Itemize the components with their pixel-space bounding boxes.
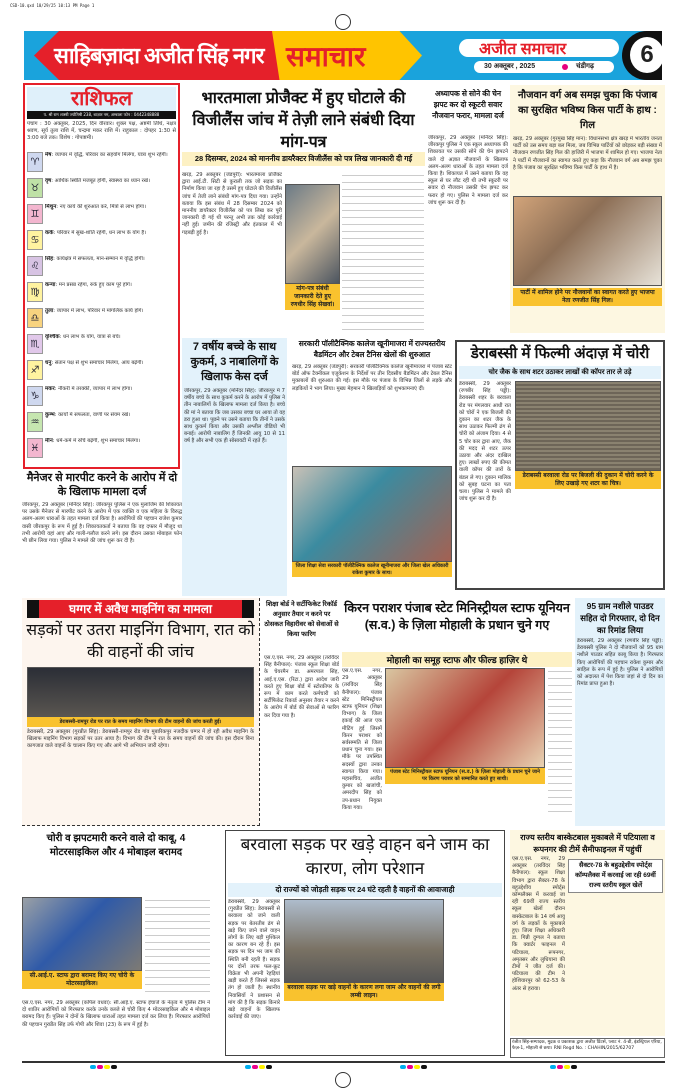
powder-headline: 95 ग्राम नशीले पाउडर सहित दो गिरफ्तार, दो दिन का रिमांड लिया: [580, 601, 660, 635]
color-registration-dot: [400, 1065, 406, 1069]
poly-body: खरड़, 29 अक्तूबर (जंडपुरी): सरकारी पॉलीटैक्निक कालेज खूनीमाजरा में पंजाब स्टेट बोर्ड ऑफ टैक्नीकल एजुकेशन के निर्देशों पर तीन दिवसीय बैडमिंटन और टेबल टैनिस मुकाबलों की शुरुआत की गई। इस मौके पर पंजाब के विभिन्न जिलों से लड़के और लड़कियों ने भाग लिया। मुख्य मेहमान ने खिलाड़ियों को शुभकामनाएं दीं।: [292, 364, 452, 392]
rashifal-sign-name: सिंह: [45, 256, 54, 262]
barwala-subhead: दो राज्यों को जोड़ती सड़क पर 24 घंटे रहती है वाहनों की आवाजाही: [228, 883, 502, 897]
masthead: [24, 31, 662, 80]
rashifal-sign-name: मकर: [45, 386, 55, 392]
color-registration-dot: [90, 1065, 96, 1069]
color-registration-dot: [111, 1065, 117, 1069]
rashifal-sign-text: व्यापार में लाभ, परिवार में मांगलिक कार्य होंगे।: [56, 308, 144, 314]
zodiac-icon: ♈: [27, 152, 43, 172]
rashifal-sign-text: व्यापार में वृद्धि, परिवार का सहयोग मिलेगा, यात्रा शुभ रहेगी।: [54, 152, 168, 158]
paper-name: अजीत समाचार: [479, 41, 567, 58]
color-registration-dot: [571, 1065, 577, 1069]
registration-mark: [335, 1072, 351, 1088]
color-registration-dot: [104, 1065, 110, 1069]
kukarm-story: [182, 338, 287, 596]
rashifal-sign-name: तुला: [45, 308, 54, 314]
barwala-headline: बरवाला सड़क पर खड़े वाहन बने जाम का कारण, लोग परेशान: [240, 835, 490, 878]
chain-body: जीरकपुर, 29 अक्तूबर (मनिंदर सिंह): जीरकपुर पुलिस ने एक स्कूल अध्यापक की शिकायत पर उसकी सोने की चेन झपटने वाले दो अज्ञात नौजवानों के खिलाफ अलग-अलग धाराओं के तहत मामला दर्ज किया है। शिकायत में उसने बताया कि वह स्कूल से घर लौट रही थी तभी स्कूटरी पर सवार दो नौजवान उसकी चेन झपट कर फरार हो गए। पुलिस ने मामला दर्ज कर जांच शुरू कर दी है।: [428, 135, 508, 206]
color-registration-dot: [421, 1065, 427, 1069]
rashifal-sign-name: कन्या: [45, 282, 56, 288]
poly-headline: सरकारी पॉलीटैक्निक कालेज खूनीमाजरा में राज्यस्तरीय बैडमिंटन और टेबल टैनिस खेलों की शुरुआत: [298, 339, 446, 359]
basketball-body: एस.ए.एस. नगर, 29 अक्तूबर (तरविंदर सिंह बैनीपाल): स्कूल शिक्षा विभाग द्वारा सैक्टर-78 के बहुउद्देशीय स्पोर्ट्स कॉम्पलैक्स में करवाई जा रही 69वीं राज्य स्तरीय स्कूल खेलों दौरान बास्केटबाल के 14 वर्ष आयु वर्ग के लड़कों के मुकाबले हुए। जिला शिक्षा अधिकारी डा. गिन्नी दुग्गल ने बताया कि क्वार्टर फाइनल में पटियाला, रूपनगर, अमृतसर और लुधियाना की टीमों ने जीत दर्ज की। पटियाला की टीम ने होशियारपुर को 62-53 के अंतर से हराया।: [512, 856, 565, 992]
derabassi-body: डेराबस्सी, 29 अक्तूबर (रणबीर सिंह पड्डी): डेराबस्सी शहर के बरवाला रोड पर मंगलवार आधी रात को चोरों ने एक बिजली की दुकान का शटर जैक के साथ उठाकर फिल्मी ढंग से चोरी को अंजाम दिया। 4 से 5 चोर कार द्वारा आए, जैक की मदद से शटर ऊपर उठाया और अंदर दाखिल हुए। लाखों रुपए की कीमत वाली कॉपर की तारों के बंडल ले गए। दुकान मालिक को सुबह घटना का पता चला। पुलिस ने मामले की जांच शुरू कर दी है।: [459, 381, 511, 503]
rashifal-sign-text: आर्थिक स्थिति मजबूत होगी, स्वास्थ्य का ध्यान रखें।: [54, 178, 150, 184]
derabassi-photo: [515, 381, 661, 471]
bottom-rule: [22, 1061, 665, 1063]
rashifal-title: राशिफल: [27, 87, 176, 111]
barwala-caption: बरवाला सड़क पर खड़े वाहनों के कारण लगा जाम और वाहनों की लगी लम्बी लाइन।: [284, 983, 444, 1001]
masthead-section: साहिबज़ादा अजीत सिंह नगर: [54, 43, 264, 68]
rashifal-sign-text: नौकरी में तरक्की, व्यापार में लाभ होगा।: [58, 386, 133, 392]
zodiac-icon: ♓: [27, 438, 43, 458]
rashifal-sign-row: ♋ कर्क: परिवार में सुख-शांति रहेगी, धन लाभ के योग हैं।: [27, 230, 176, 255]
zodiac-icon: ♑: [27, 386, 43, 406]
derabassi-story: [455, 340, 665, 590]
gill-photo: [513, 196, 662, 286]
kiran-caption: पंजाब स्टेट मिनिस्ट्रीयल स्टाफ यूनियन (स.व.) के ज़िला मोहाली के प्रधान चुने जाने पर किरण पराशर को सम्मानित करते हुए साथी।: [385, 768, 545, 784]
ghaggar-story: [22, 598, 260, 826]
chori-body: एस.ए.एस. नगर, 29 अक्तूबर (कपिल वधवा): सी.आई.ए. स्टाफ इंचार्ज के नेतृत्व में पुलिस टीम ने दो शातिर आरोपियों को गिरफ्तार करके उनके कब्जे से चोरी किए 4 मोटरसाइकिल और 4 मोबाइल बरामद किए हैं। पुलिस ने दोनों के खिलाफ धाराओं तहत मामला दर्ज कर लिया है। गिरफ्तार आरोपियों की पहचान गुरप्रीत सिंह उर्फ गोपी और शिवा (23) के रूप में हुई है।: [22, 1000, 210, 1028]
gill-caption: पार्टी में शामिल होने पर नौजवानों का स्वागत करते हुए भाजपा नेता रणजीत सिंह गिल।: [513, 288, 662, 306]
rashifal-sign-name: मेष: [45, 152, 52, 158]
rashifal-sign-row: ♒ कुम्भ: कार्यों में सफलता, वाणी पर संयम रखें।: [27, 412, 176, 437]
ghaggar-body: डेराबस्सी, 29 अक्तूबर (गुरप्रीत सिंह): डेराबस्सी-रामपुर रोड गांव मुबारिकपुर नजदीक घग्गर में हो रही अवैध माइनिंग के खिलाफ माइनिंग विभाग सड़कों पर उतर आया है। विभाग की टीम ने रात के समय वाहनों की जांच की। इस दौरान बिना कागजात वाले वाहनों के चालान किए गए और आगे भी अभियान जारी रहेगा।: [27, 729, 254, 750]
bharatmala-caption: मांग-पत्र संबंधी जानकारी देते हुए रणधीर सिंह सेखवां।: [285, 284, 340, 310]
rashifal-sign-text: नए कार्य की शुरुआत करें, मित्रों से लाभ होगा।: [59, 204, 146, 210]
rashifal-box: [23, 83, 180, 469]
zodiac-icon: ♒: [27, 412, 43, 432]
rashifal-sign-name: धनु: [45, 360, 52, 366]
bharatmala-subhead: 28 दिसम्बर, 2024 को माननीय डायरैक्टर विजीलैंस को पत्र लिख जानकारी दी गई: [182, 152, 425, 166]
zodiac-icon: ♏: [27, 334, 43, 354]
basketball-story: [510, 830, 665, 1036]
board-body: एस.ए.एस. नगर, 29 अक्तूबर (तरविंदर सिंह बैनीपाल): पंजाब स्कूल शिक्षा बोर्ड के चेयरमैन डा. अमरपाल सिंह, आई.ए.एस. (रिटा.) द्वारा आदेश जारी करते हुए शिक्षा बोर्ड में स्टोरकीपर के रूप में काम करते कर्मचारी को सर्टीफिकेट रिकार्ड अनुसार तैयार न करने के आरोप में बोर्ड की सेवाओं से फारिग कर दिया गया है।: [264, 655, 339, 719]
rashifal-byline: प. श्री राम शास्त्री ज्योतिषी 238, बाज़ार नम, अम्बाला फोन : 0442348888: [27, 111, 176, 119]
manager-headline: मैनेजर से मारपीट करने के आरोप में दो के खिलाफ मामला दर्ज: [26, 472, 178, 498]
ghaggar-caption: डेराबस्सी-रामपुर रोड पर रात के समय माइनिंग विभाग की टीम वाहनों की जांच करती हुई।: [27, 717, 254, 727]
kiran-body-cont: [548, 668, 572, 818]
chain-headline: अध्यापक से सोने की चेन झपट कर दो स्कूटरी सवार नौजवान फरार, मामला दर्ज: [432, 89, 504, 120]
powder-story: [575, 598, 665, 826]
color-registration-dot: [245, 1065, 251, 1069]
bharatmala-body-cont: [342, 172, 424, 332]
rashifal-signs: [27, 152, 176, 463]
rashifal-sign-row: ♊ मिथुन: नए कार्य की शुरुआत करें, मित्रों से लाभ होगा।: [27, 204, 176, 229]
zodiac-icon: ♋: [27, 230, 43, 250]
derabassi-caption: डेराबस्सी बरवाला रोड पर बिजली की दुकान में चोरी करने के लिए उखाड़े गए शटर का चित्र।: [515, 471, 661, 489]
rashifal-intro: पंचांग : 30 अक्तूबर, 2025, दिन वीरवार। शुक्ल पक्ष, अष्टमी तिथि, नक्षत्र श्रवण, सूर्य तुला राशि में, चन्द्रमा मकर राशि में। राहुकाल : दोपहर 1:30 से 3:00 बजे तक। विशेष : गोपाष्टमी।: [27, 121, 176, 142]
derabassi-subhead: चोर जैक के साथ शटर उठाकर लाखों की कॉपर तार ले उड़े: [459, 366, 661, 379]
rashifal-sign-name: कर्क: [45, 230, 54, 236]
barwala-body: डेराबस्सी, 29 अक्तूबर (गुरप्रीत सिंह): डेराबस्सी से बरवाला को जाने वाली सड़क पर बेतरतीब ढंग से खड़े किए जाने वाले वाहन लोगों के लिए बड़ी मुश्किल का कारण बन रहे हैं। इस सड़क पर दिन भर जाम की स्थिति बनी रहती है। सड़क पर दोनों तरफ फल-फ्रूट विक्रेता भी अपनी रेहड़ियां खड़ी करते हैं जिससे सड़क तंग हो जाती है। स्थानीय निवासियों ने प्रशासन से मांग की है कि सड़क किनारे खड़े वाहनों के खिलाफ कार्रवाई की जाए।: [228, 899, 280, 1021]
chori-caption: सी.आई.ए. स्टाफ द्वारा बरामद किए गए चोरी के मोटरसाइकिल।: [22, 971, 142, 989]
board-headline: शिक्षा बोर्ड ने सर्टीफिकेट रिकॉर्ड अनुसार तैयार न करने पर ठोसकत विहारीवर को सेवाओं से किया फारिग: [264, 601, 339, 638]
rashifal-sign-row: ♓ मीन: धर्म-कर्म में रुचि बढ़ेगी, शुभ समाचार मिलेगा।: [27, 438, 176, 463]
basketball-headline: राज्य स्तरीय बास्केटबाल मुकाबले में पटियाला व रूपनगर की टीमें सैमीफाइनल में पहुंचीं: [520, 833, 655, 854]
rashifal-sign-row: ♈ मेष: व्यापार में वृद्धि, परिवार का सहयोग मिलेगा, यात्रा शुभ रहेगी।: [27, 152, 176, 177]
kiran-body: एस.ए.एस. नगर, 29 अक्तूबर (तरविंदर सिंह बैनीपाल): पंजाब स्टेट मिनिस्ट्रीयल स्टाफ यूनियन (शिक्षा विभाग) के जिला इकाई की आज एक मीटिंग हुई जिसमें किरन पराशर को सर्वसम्मति से जिला प्रधान चुना गया। इस मौके पर उपस्थित सदस्यों द्वारा उनका स्वागत किया गया। महासचिव, अजीत कुमार को खजांची, अमरदीप सिंह को उप-प्रधान नियुक्त किया गया।: [342, 668, 382, 811]
rashifal-sign-text: संतान पक्ष से शुभ समाचार मिलेगा, आय बढ़ेगी।: [54, 360, 144, 366]
poly-caption: जिला शिक्षा सेवा सरकारी पॉलीटैक्निक कालेज खूनीमाजरा और जिला खेल अधिकारी राकेश कुमार के साथ।: [292, 562, 452, 577]
chori-headline: चोरी व झपटमारी करने वाले दो काबू, 4 मोटरसाइकिल और 4 मोबाइल बरामद: [46, 833, 186, 858]
gill-story: [510, 85, 665, 333]
kiran-subhead: मोहाली का समूह स्टाफ और फील्ड हाज़िर थे: [342, 652, 572, 667]
ghaggar-kicker: घग्गर में अवैध माइनिंग का मामला: [27, 600, 254, 618]
imprint: रंजीत सिंह-सम्पादक, मुद्रक व प्रकाशक द्वारा अजीत प्रिंटर्स, प्लाट नं. 4-डी, इंडस्ट्रियल एरिया, फेज़-1, मोहाली से छपा। RNI Regd No. : CHAHIN/2015/62707: [510, 1038, 665, 1058]
rashifal-sign-name: मीन: [45, 438, 53, 444]
zodiac-icon: ♐: [27, 360, 43, 380]
rashifal-sign-text: कार्यों में सफलता, वाणी पर संयम रखें।: [58, 412, 131, 418]
issue-date: 30 अक्तूबर , 2025: [484, 63, 536, 70]
rashifal-sign-row: ♑ मकर: नौकरी में तरक्की, व्यापार में लाभ होगा।: [27, 386, 176, 411]
kiran-photo: [385, 668, 545, 768]
gill-headline: नौजवान वर्ग अब समझ चुका कि पंजाब का सुरक्षित भविष्य किस पार्टी के हाथ : गिल: [517, 90, 658, 131]
chori-body-side: [145, 897, 210, 997]
rashifal-sign-text: धर्म-कर्म में रुचि बढ़ेगी, शुभ समाचार मिलेगा।: [56, 438, 141, 444]
color-registration-dot: [266, 1065, 272, 1069]
barwala-story: [225, 830, 505, 1056]
barwala-photo: [284, 899, 444, 983]
print-slug: CSD-10.qxd 10/29/25 10:13 PM Page 1: [10, 3, 95, 8]
basketball-inset: सैक्टर-78 के बहुउद्देशीय स्पोर्ट्स कॉम्पलैक्स में करवाई जा रही 69वीं राज्य स्तरीय स्कूल खेलें: [568, 859, 663, 893]
registration-mark: [335, 14, 351, 30]
bharatmala-headline: भारतमाला प्रोजैक्ट में हुए घोटाले की विजीलैंस जांच में तेज़ी लाने संबंधी दिया मांग-पत्र: [192, 90, 415, 151]
kiran-headline: किरन पराशर पंजाब स्टेट मिनिस्ट्रीयल स्टाफ यूनियन (स.व.) के ज़िला मोहाली के प्रधान चुने गए: [344, 601, 570, 632]
ghaggar-photo: [27, 667, 254, 717]
color-registration-dot: [259, 1065, 265, 1069]
rashifal-sign-name: कुम्भ: [45, 412, 55, 418]
ghaggar-headline: सड़कों पर उतरा माइनिंग विभाग, रात को की वाहनों की जांच: [26, 622, 255, 661]
gill-body: खरड़, 29 अक्तूबर (गुरमुख सिंह मान): विधानसभा क्षेत्र खरड़ में भारतीय जनता पार्टी को उस समय बड़ा बल मिला, जब विभिन्न पार्टियों को छोड़कर बड़ी संख्या में नौजवान रणजीत सिंह गिल की हाजिरी में भाजपा में शामिल हो गए। भाजपा नेता ने पार्टी में नौजवानों का स्वागत करते हुए कहा कि नौजवान वर्ग अब समझ चुका है कि पंजाब का सुरक्षित भविष्य किस पार्टी के हाथ में है।: [513, 136, 662, 171]
page-number: 6: [630, 37, 662, 73]
bharatmala-photo: [285, 184, 340, 284]
chori-photo: [22, 897, 142, 971]
masthead-title: समाचार: [286, 41, 366, 72]
rashifal-sign-name: वृष: [45, 178, 52, 184]
rashifal-sign-name: मिथुन: [45, 204, 57, 210]
rashifal-sign-row: ♉ वृष: आर्थिक स्थिति मजबूत होगी, स्वास्थ्य का ध्यान रखें।: [27, 178, 176, 203]
zodiac-icon: ♉: [27, 178, 43, 198]
rashifal-sign-text: परिवार में सुख-शांति रहेगी, धन लाभ के योग हैं।: [56, 230, 147, 236]
kukarm-body: जीरकपुर, 29 अक्तूबर (मनिंदर सिंह): जीरकपुर में 7 वर्षीय बच्चे के साथ कुकर्म करने के आरोप में पुलिस ने तीन नाबालिगों के खिलाफ मामला दर्ज किया है। बच्चे की मां ने बताया कि जब उसका बच्चा घर आया तो वह डरा हुआ था। पूछने पर उसने बताया कि तीनों ने उसके साथ कुकर्म किया और उसकी अश्लील वीडियो भी बनाई। आरोपी नाबालिग हैं जिनकी आयु 10 से 11 वर्ष है और सभी एक ही सोसायटी में रहते हैं।: [184, 388, 285, 445]
zodiac-icon: ♍: [27, 282, 43, 302]
rashifal-sign-row: ♎ तुला: व्यापार में लाभ, परिवार में मांगलिक कार्य होंगे।: [27, 308, 176, 333]
kukarm-headline: 7 वर्षीय बच्चे के साथ कुकर्म, 3 नाबालिगों के खिलाफ केस दर्ज: [190, 341, 279, 383]
color-registration-dot: [97, 1065, 103, 1069]
rashifal-sign-row: ♏ वृश्चिक: धन लाभ के योग, यात्रा से बचें।: [27, 334, 176, 359]
powder-body: डेराबस्सी, 29 अक्तूबर (रणबीर सिंह पड्डी): डेराबस्सी पुलिस ने दो नौजवानों को 95 ग्राम नशीले पाउडर सहित काबू किया है। गिरफ्तार किए आरोपियों की पहचान राकेश कुमार और साहिल के रूप में हुई है। पुलिस ने आरोपियों को अदालत में पेश किया जहां से दो दिन का रिमांड प्राप्त हुआ है।: [577, 638, 663, 688]
color-registration-dot: [252, 1065, 258, 1069]
color-registration-dot: [407, 1065, 413, 1069]
zodiac-icon: ♎: [27, 308, 43, 328]
rashifal-sign-row: ♌ सिंह: कार्यक्षेत्र में सफलता, मान-सम्मान में वृद्धि होगी।: [27, 256, 176, 281]
rashifal-sign-row: ♍ कन्या: मन प्रसन्न रहेगा, रुके हुए काम पूरे होंगे।: [27, 282, 176, 307]
color-registration-dot: [414, 1065, 420, 1069]
derabassi-headline: डेराबस्सी में फिल्मी अंदाज़ में चोरी: [470, 345, 650, 362]
zodiac-icon: ♊: [27, 204, 43, 224]
rashifal-sign-row: ♐ धनु: संतान पक्ष से शुभ समाचार मिलेगा, आय बढ़ेगी।: [27, 360, 176, 385]
issue-city: चंडीगढ़: [576, 63, 594, 70]
rashifal-sign-name: वृश्चिक: [45, 334, 60, 340]
color-registration-dot: [557, 1065, 563, 1069]
poly-photo: [292, 466, 452, 562]
bharatmala-body: खरड़, 29 अक्तूबर (जंडपुरी): भारतमाला प्रोजैक्ट द्वारा आई.टी. सिटी से कुराली तक जो सड़क का निर्माण किया जा रहा है उसमें हुए घोटाले की विजीलैंस जांच में तेजी लाने संबंधी मांग-पत्र दिया गया। उन्होंने बताया कि इस संबंध में 28 दिसम्बर 2024 को माननीय डायरैक्टर विजीलैंस को पत्र लिख कर पूरी जानकारी दी गई थी परन्तु अभी तक कोई कार्रवाई नहीं हुई। जमीन की रजिस्ट्री और इंतकाल में भी गड़बड़ी हुई है।: [182, 172, 282, 236]
rashifal-sign-text: कार्यक्षेत्र में सफलता, मान-सम्मान में वृद्धि होगी।: [56, 256, 145, 262]
rashifal-sign-text: मन प्रसन्न रहेगा, रुके हुए काम पूरे होंगे।: [58, 282, 132, 288]
zodiac-icon: ♌: [27, 256, 43, 276]
color-registration-dot: [550, 1065, 556, 1069]
color-registration-dot: [564, 1065, 570, 1069]
rashifal-sign-text: धन लाभ के योग, यात्रा से बचें।: [62, 334, 121, 340]
manager-body: जीरकपुर, 29 अक्तूबर (मनिंदर सिंह): जीरकपुर पुलिस ने एक मुलाजिम की शिकायत पर उसके मैनेजर से मारपीट करने के आरोप में एक व्यक्ति व एक महिला के विरुद्ध अलग-अलग धाराओं के तहत मामला दर्ज किया है। आरोपियों की पहचान राजेश कुमार वासी जीरकपुर के रूप में हुई है। शिकायतकर्ता ने बताया कि वह दफ्तर में मौजूद था तभी आरोपी वहां आए और गाली-गलौज करने लगे। इस दौरान उसका मोबाइल फोन भी छीन लिया गया। पुलिस ने मामले की जांच शुरू कर दी है।: [22, 502, 182, 545]
